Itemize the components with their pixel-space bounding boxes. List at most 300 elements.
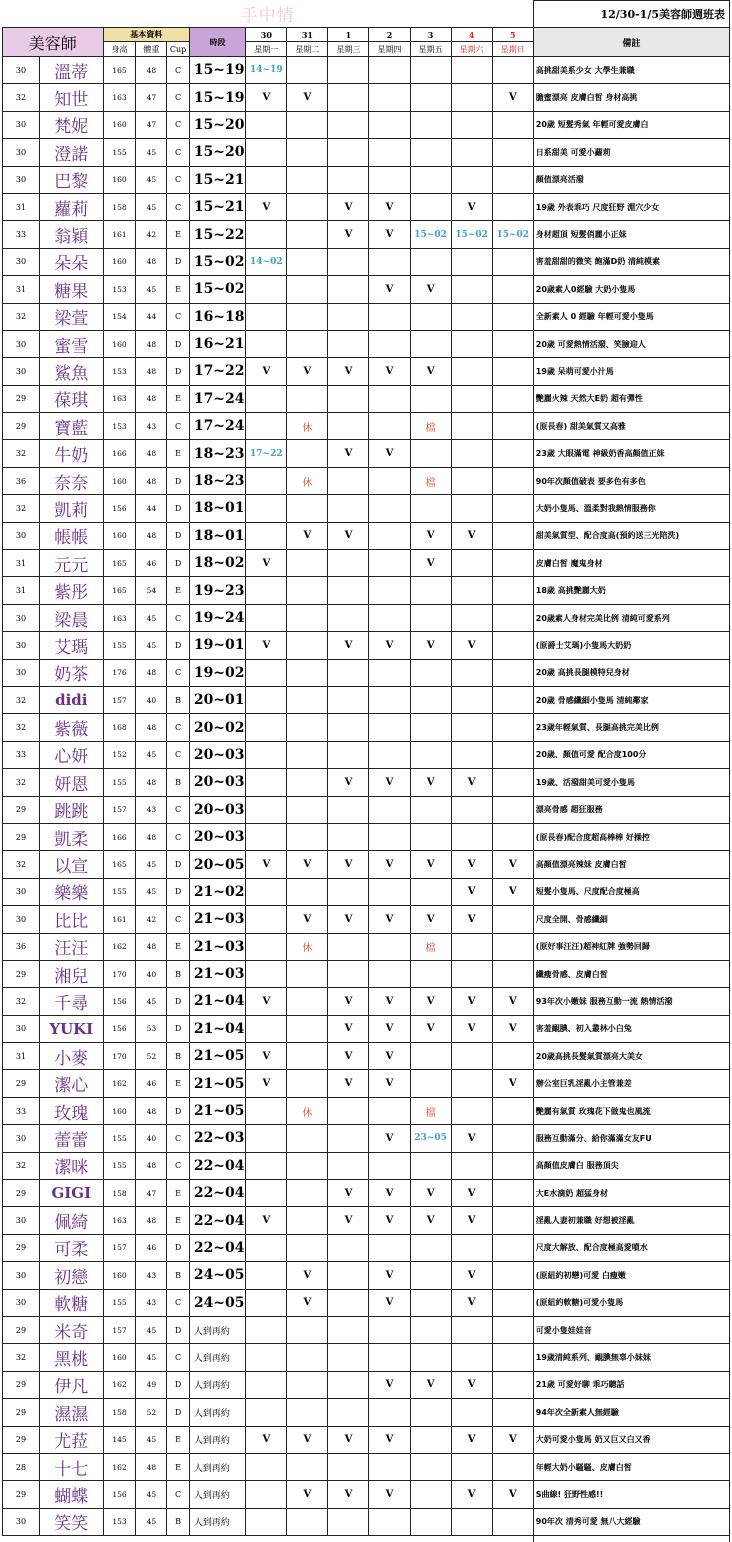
day-cell — [369, 878, 410, 905]
table-row — [3, 796, 730, 823]
name-cell: 牛奶 — [39, 440, 103, 467]
day-cell — [492, 330, 533, 357]
day-cell — [328, 1453, 369, 1480]
height-cell: 145 — [103, 1426, 136, 1453]
date-header: 5 — [492, 28, 533, 42]
day-cell — [287, 1043, 328, 1070]
time-slot-cell: 17~24 — [189, 385, 245, 412]
day-cell — [287, 1207, 328, 1234]
age-cell: 30 — [3, 1289, 40, 1316]
cup-cell: C — [167, 413, 190, 440]
time-slot-cell: 15~20 — [189, 139, 245, 166]
day-cell — [369, 577, 410, 604]
cup-cell: B — [167, 1043, 190, 1070]
weight-cell: 40 — [136, 686, 167, 713]
remark-cell: 短髮小隻馬、尺度配合度極高 — [533, 878, 729, 905]
cup-cell: D — [167, 358, 190, 385]
height-cell: 158 — [103, 193, 136, 220]
remark-cell: (原爵士艾瑪)小隻馬大奶奶 — [533, 632, 729, 659]
day-cell — [328, 686, 369, 713]
day-cell: V — [451, 1426, 492, 1453]
day-cell — [369, 1453, 410, 1480]
table-row — [3, 1125, 730, 1152]
day-cell: 休 — [287, 1097, 328, 1124]
time-slot-cell: 15~19 — [189, 57, 245, 84]
day-cell — [328, 111, 369, 138]
age-cell: 30 — [3, 1125, 40, 1152]
footer-cell — [3, 1536, 534, 1542]
time-slot-cell: 16~18 — [189, 303, 245, 330]
day-cell — [287, 1180, 328, 1207]
time-slot-cell: 15~20 — [189, 111, 245, 138]
time-slot-cell: 20~02 — [189, 714, 245, 741]
height-cell: 157 — [103, 1234, 136, 1261]
day-cell: V — [328, 522, 369, 549]
table-row — [3, 1508, 730, 1535]
title-row — [3, 1, 730, 28]
name-cell: 艾瑪 — [39, 632, 103, 659]
weight-cell: 49 — [136, 1371, 167, 1398]
table-row — [3, 823, 730, 850]
table-row — [3, 111, 730, 138]
name-cell: 巴黎 — [39, 166, 103, 193]
name-cell: 蕾蕾 — [39, 1125, 103, 1152]
age-cell: 30 — [3, 522, 40, 549]
weekday-header: 星期二 — [287, 42, 328, 57]
time-slot-cell: 15~02 — [189, 276, 245, 303]
remark-cell: 高挑甜美系少女 大學生兼職 — [533, 57, 729, 84]
day-cell — [410, 1481, 451, 1508]
day-cell — [328, 467, 369, 494]
day-cell — [451, 796, 492, 823]
day-cell: V — [328, 1180, 369, 1207]
height-cell: 162 — [103, 1371, 136, 1398]
name-cell: 寶藍 — [39, 413, 103, 440]
day-cell: V — [410, 988, 451, 1015]
day-cell — [287, 193, 328, 220]
day-cell — [287, 1453, 328, 1480]
day-cell — [410, 604, 451, 631]
day-cell — [492, 166, 533, 193]
day-cell — [410, 1508, 451, 1535]
weight-cell: 48 — [136, 1453, 167, 1480]
name-cell: 潔咪 — [39, 1152, 103, 1179]
day-cell: V — [369, 632, 410, 659]
height-cell: 155 — [103, 769, 136, 796]
table-row — [3, 906, 730, 933]
name-cell: 梁晨 — [39, 604, 103, 631]
day-cell — [451, 1453, 492, 1480]
day-cell — [492, 823, 533, 850]
cup-cell: E — [167, 385, 190, 412]
day-cell: V — [287, 522, 328, 549]
day-cell — [287, 988, 328, 1015]
height-cell: 166 — [103, 823, 136, 850]
day-cell: V — [451, 878, 492, 905]
remark-cell: 服務互動滿分、給你滿滿女友FU — [533, 1125, 729, 1152]
remark-cell: 93年次小嫩妹 服務互動一流 熱情活潑 — [533, 988, 729, 1015]
height-cell: 156 — [103, 1481, 136, 1508]
age-cell: 30 — [3, 166, 40, 193]
day-cell: V — [328, 1481, 369, 1508]
cup-cell: C — [167, 166, 190, 193]
time-slot-cell: 20~03 — [189, 741, 245, 768]
day-cell — [451, 166, 492, 193]
day-cell — [246, 933, 287, 960]
day-cell — [287, 1371, 328, 1398]
table-row — [3, 522, 730, 549]
day-cell — [410, 84, 451, 111]
day-cell — [246, 1289, 287, 1316]
day-cell — [410, 741, 451, 768]
time-slot-cell: 22~04 — [189, 1207, 245, 1234]
time-slot-cell: 20~03 — [189, 769, 245, 796]
name-cell: 凱莉 — [39, 495, 103, 522]
time-slot-cell: 21~05 — [189, 1043, 245, 1070]
remark-cell: 18歲 高挑艷麗大奶 — [533, 577, 729, 604]
weight-cell: 40 — [136, 1125, 167, 1152]
day-cell — [369, 248, 410, 275]
day-cell — [369, 1508, 410, 1535]
age-cell: 29 — [3, 1180, 40, 1207]
weekday-header: 星期六 — [451, 42, 492, 57]
day-cell — [451, 413, 492, 440]
day-cell: 14~19 — [246, 57, 287, 84]
day-cell — [369, 604, 410, 631]
day-cell — [451, 741, 492, 768]
day-cell — [492, 358, 533, 385]
remark-cell: 害羞靦腆、初入叢林小白兔 — [533, 1015, 729, 1042]
remark-cell: 全新素人 0 經驗 年輕可愛小隻馬 — [533, 303, 729, 330]
day-cell — [287, 550, 328, 577]
date-header: 31 — [287, 28, 328, 42]
weight-cell: 45 — [136, 741, 167, 768]
remark-cell: (原紐約軟糖)可愛小隻馬 — [533, 1289, 729, 1316]
cup-cell: D — [167, 330, 190, 357]
date-header: 4 — [451, 28, 492, 42]
remark-cell: 20歲 骨感纖細小隻馬 清純鄰家 — [533, 686, 729, 713]
cup-cell: C — [167, 1344, 190, 1371]
day-cell — [492, 1453, 533, 1480]
day-cell — [246, 1481, 287, 1508]
day-cell: V — [369, 851, 410, 878]
height-cell: 156 — [103, 1015, 136, 1042]
height-cell: 155 — [103, 139, 136, 166]
remark-cell: 身材超頂 短髮俏麗小正妹 — [533, 221, 729, 248]
age-cell: 29 — [3, 1070, 40, 1097]
cup-cell: C — [167, 796, 190, 823]
time-slot-cell: 19~01 — [189, 632, 245, 659]
day-cell — [369, 823, 410, 850]
weight-cell: 48 — [136, 714, 167, 741]
cup-cell: E — [167, 933, 190, 960]
day-cell — [328, 1316, 369, 1343]
day-cell — [369, 714, 410, 741]
day-cell — [451, 1316, 492, 1343]
table-row — [3, 193, 730, 220]
day-cell — [328, 248, 369, 275]
height-cell: 160 — [103, 522, 136, 549]
day-cell — [410, 878, 451, 905]
weight-cell: 47 — [136, 1180, 167, 1207]
day-cell — [328, 57, 369, 84]
weight-header: 體重 — [136, 42, 167, 57]
day-cell — [369, 57, 410, 84]
height-cell: 156 — [103, 495, 136, 522]
day-cell — [246, 1371, 287, 1398]
day-cell — [287, 1316, 328, 1343]
name-cell: 濕濕 — [39, 1399, 103, 1426]
day-cell: V — [410, 358, 451, 385]
cup-cell: B — [167, 686, 190, 713]
day-cell — [451, 303, 492, 330]
table-row — [3, 1289, 730, 1316]
cup-cell: D — [167, 495, 190, 522]
day-cell — [410, 1344, 451, 1371]
height-cell: 165 — [103, 550, 136, 577]
table-row — [3, 1453, 730, 1480]
day-cell — [369, 413, 410, 440]
day-cell: 休 — [287, 467, 328, 494]
day-cell: V — [328, 1043, 369, 1070]
day-cell — [328, 960, 369, 987]
day-cell: V — [287, 851, 328, 878]
height-cell: 161 — [103, 221, 136, 248]
day-cell: V — [328, 193, 369, 220]
remark-cell: 90年次顏值破表 要多色有多色 — [533, 467, 729, 494]
name-cell: 蘿莉 — [39, 193, 103, 220]
name-cell: 奈奈 — [39, 467, 103, 494]
day-cell — [410, 1043, 451, 1070]
day-cell — [287, 248, 328, 275]
day-cell — [492, 550, 533, 577]
day-cell — [369, 686, 410, 713]
name-cell: 湘兒 — [39, 960, 103, 987]
day-cell — [287, 686, 328, 713]
height-cell: 160 — [103, 248, 136, 275]
table-row — [3, 1399, 730, 1426]
weight-cell: 43 — [136, 1289, 167, 1316]
day-cell — [328, 84, 369, 111]
day-cell — [410, 166, 451, 193]
day-cell: V — [287, 1426, 328, 1453]
day-cell — [328, 796, 369, 823]
weight-cell: 47 — [136, 84, 167, 111]
weight-cell: 48 — [136, 358, 167, 385]
age-cell: 29 — [3, 385, 40, 412]
day-cell — [369, 166, 410, 193]
day-cell — [451, 1152, 492, 1179]
time-slot-cell: 22~04 — [189, 1234, 245, 1261]
table-row — [3, 467, 730, 494]
table-row — [3, 960, 730, 987]
day-cell: 檔 — [410, 933, 451, 960]
day-cell: 15~02 — [492, 221, 533, 248]
remark-cell: 害羞甜甜的微笑 飽滿D奶 清純模素 — [533, 248, 729, 275]
day-cell: V — [369, 193, 410, 220]
time-slot-cell: 18~23 — [189, 440, 245, 467]
weight-cell: 48 — [136, 330, 167, 357]
time-slot-cell: 15~19 — [189, 84, 245, 111]
table-row — [3, 632, 730, 659]
day-cell — [246, 1152, 287, 1179]
day-cell — [369, 550, 410, 577]
remark-cell: 大E水滴奶 超猛身材 — [533, 1180, 729, 1207]
day-cell: V — [287, 1481, 328, 1508]
table-row — [3, 659, 730, 686]
day-cell — [492, 714, 533, 741]
age-cell: 31 — [3, 193, 40, 220]
day-cell — [451, 139, 492, 166]
day-cell — [328, 577, 369, 604]
day-cell — [246, 495, 287, 522]
day-cell — [410, 714, 451, 741]
day-cell — [246, 878, 287, 905]
table-row — [3, 933, 730, 960]
day-cell: V — [287, 84, 328, 111]
height-cell: 163 — [103, 84, 136, 111]
age-cell: 32 — [3, 1152, 40, 1179]
day-cell — [410, 57, 451, 84]
day-cell: V — [328, 632, 369, 659]
remark-cell: 可愛小隻娃娃音 — [533, 1316, 729, 1343]
remark-cell: 艷麗火辣 天然大E奶 超有彈性 — [533, 385, 729, 412]
weight-cell: 45 — [136, 988, 167, 1015]
name-cell: 元元 — [39, 550, 103, 577]
day-cell — [451, 467, 492, 494]
day-cell — [246, 796, 287, 823]
day-cell: V — [328, 851, 369, 878]
day-cell: 休 — [287, 413, 328, 440]
day-cell — [328, 166, 369, 193]
age-cell: 30 — [3, 878, 40, 905]
day-cell — [451, 111, 492, 138]
day-cell: V — [246, 358, 287, 385]
height-cell: 158 — [103, 1180, 136, 1207]
day-cell — [287, 632, 328, 659]
height-cell: 163 — [103, 1207, 136, 1234]
table-row — [3, 1043, 730, 1070]
day-cell: V — [451, 1289, 492, 1316]
height-cell: 157 — [103, 1316, 136, 1343]
day-cell — [492, 1508, 533, 1535]
footer-cell — [533, 1536, 729, 1542]
day-cell — [287, 1015, 328, 1042]
day-cell — [287, 796, 328, 823]
day-cell: V — [410, 550, 451, 577]
remark-cell: 艷麗有氣質 玫瑰花下做鬼也風流 — [533, 1097, 729, 1124]
day-cell: V — [451, 1262, 492, 1289]
day-cell — [492, 495, 533, 522]
day-cell: V — [246, 1207, 287, 1234]
day-cell: V — [451, 1481, 492, 1508]
age-cell: 30 — [3, 1015, 40, 1042]
name-cell: 玫瑰 — [39, 1097, 103, 1124]
name-cell: 尤菈 — [39, 1426, 103, 1453]
remark-cell: 淫亂人妻初兼職 好想被淫亂 — [533, 1207, 729, 1234]
age-cell: 30 — [3, 1508, 40, 1535]
day-cell — [328, 385, 369, 412]
remark-cell: 高顏值漂亮辣妹 皮膚白皙 — [533, 851, 729, 878]
day-cell: 17~22 — [246, 440, 287, 467]
day-cell — [492, 303, 533, 330]
time-slot-cell: 21~05 — [189, 1070, 245, 1097]
time-slot-cell: 人到再約 — [189, 1426, 245, 1453]
name-cell: 心妍 — [39, 741, 103, 768]
day-cell — [369, 139, 410, 166]
table-row — [3, 1426, 730, 1453]
day-cell — [451, 823, 492, 850]
time-slot-cell: 17~22 — [189, 358, 245, 385]
week-title: 12/30-1/5美容師週班表 — [533, 1, 729, 28]
table-row — [3, 604, 730, 631]
weight-cell: 43 — [136, 1262, 167, 1289]
day-cell — [246, 139, 287, 166]
day-cell — [287, 741, 328, 768]
day-cell — [492, 1371, 533, 1398]
height-cell: 165 — [103, 577, 136, 604]
remark-cell: 94年次全新素人無經驗 — [533, 1399, 729, 1426]
weight-cell: 44 — [136, 495, 167, 522]
weekday-header: 星期日 — [492, 42, 533, 57]
time-slot-cell: 21~03 — [189, 933, 245, 960]
day-cell — [410, 440, 451, 467]
day-cell: V — [451, 193, 492, 220]
cup-cell: E — [167, 1453, 190, 1480]
table-row — [3, 221, 730, 248]
day-cell: V — [410, 1371, 451, 1398]
day-cell: V — [492, 1426, 533, 1453]
day-cell — [492, 769, 533, 796]
remark-cell: (原紐約初戀)可愛 白瘦嫩 — [533, 1262, 729, 1289]
day-cell: V — [328, 221, 369, 248]
name-cell: 葆琪 — [39, 385, 103, 412]
cup-cell: E — [167, 1180, 190, 1207]
name-cell: 梵妮 — [39, 111, 103, 138]
day-cell: V — [246, 550, 287, 577]
day-cell — [492, 906, 533, 933]
height-cell: 152 — [103, 741, 136, 768]
day-cell — [246, 1097, 287, 1124]
time-slot-cell: 人到再約 — [189, 1371, 245, 1398]
age-cell: 30 — [3, 632, 40, 659]
day-cell — [451, 1097, 492, 1124]
day-cell: V — [410, 1180, 451, 1207]
weight-cell: 45 — [136, 1316, 167, 1343]
weight-cell: 48 — [136, 1152, 167, 1179]
day-cell — [410, 1152, 451, 1179]
height-cell: 160 — [103, 1097, 136, 1124]
day-cell — [451, 330, 492, 357]
height-cell: 153 — [103, 358, 136, 385]
weight-cell: 48 — [136, 385, 167, 412]
day-cell — [369, 495, 410, 522]
day-cell — [369, 1152, 410, 1179]
cup-cell: D — [167, 467, 190, 494]
weight-cell: 45 — [136, 604, 167, 631]
name-cell: 可柔 — [39, 1234, 103, 1261]
time-slot-cell: 18~01 — [189, 522, 245, 549]
time-slot-cell: 15~21 — [189, 166, 245, 193]
cup-cell: B — [167, 769, 190, 796]
day-cell — [492, 1289, 533, 1316]
age-cell: 29 — [3, 1371, 40, 1398]
age-cell: 32 — [3, 851, 40, 878]
cup-cell: D — [167, 248, 190, 275]
day-cell — [369, 84, 410, 111]
height-cell: 163 — [103, 604, 136, 631]
day-cell — [410, 823, 451, 850]
